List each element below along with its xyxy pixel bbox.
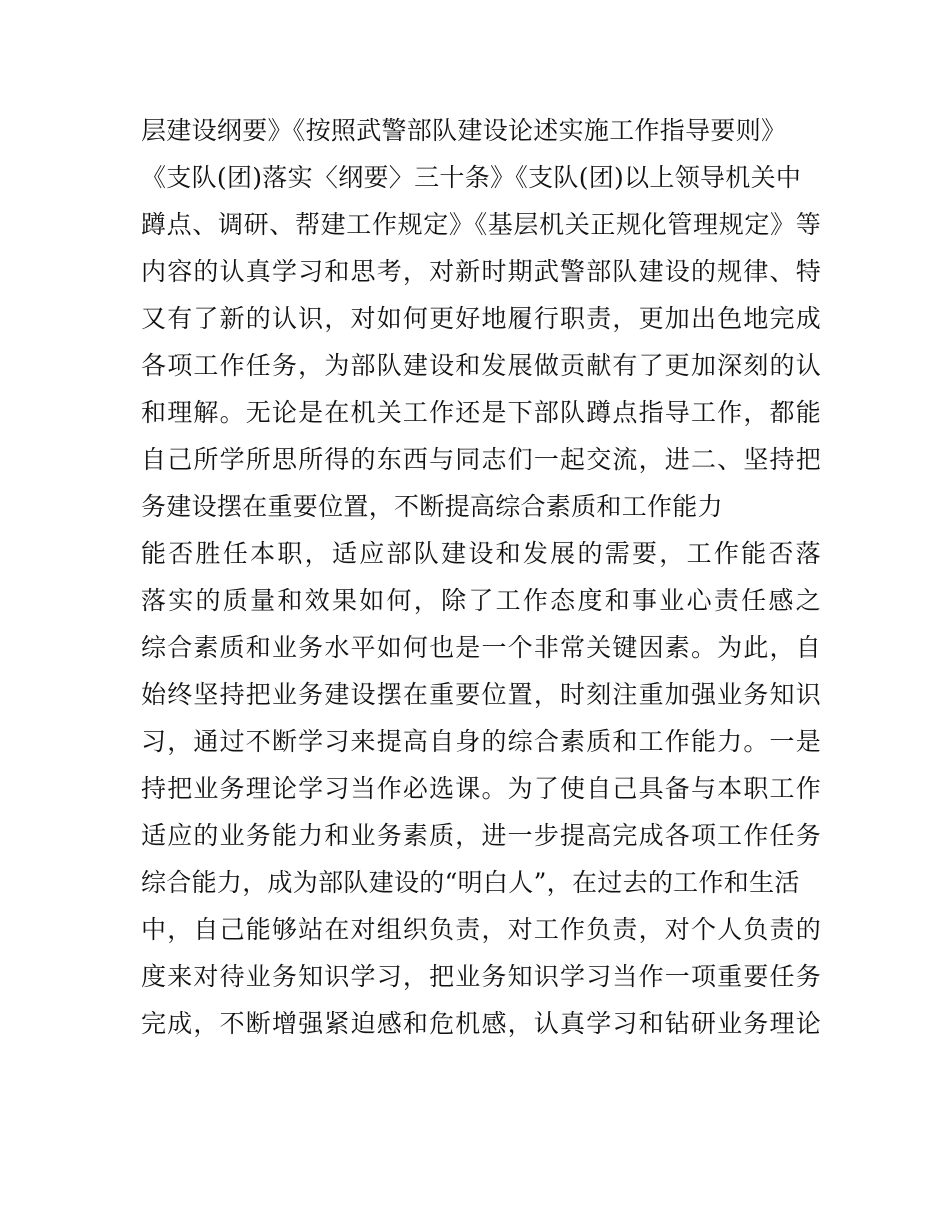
- text-line: 适应的业务能力和业务素质，进一步提高完成各项工作任务: [141, 821, 821, 850]
- text-line: 习，通过不断学习来提高自身的综合素质和工作能力。一是: [141, 727, 821, 756]
- text-line: 《支队(团)落实〈纲要〉三十条》《支队(团)以上领导机关中: [141, 163, 802, 192]
- text-line: 完成，不断增强紧迫感和危机感，认真学习和钻研业务理论: [141, 1009, 821, 1038]
- text-line: 蹲点、调研、帮建工作规定》《基层机关正规化管理规定》等: [141, 210, 821, 239]
- body-text: [141, 107, 821, 1047]
- text-line: 始终坚持把业务建设摆在重要位置，时刻注重加强业务知识: [141, 680, 821, 709]
- text-line: 落实的质量和效果如何，除了工作态度和事业心责任感之: [141, 586, 821, 615]
- text-line: 又有了新的认识，对如何更好地履行职责，更加出色地完成: [141, 304, 821, 333]
- text-line: 务建设摆在重要位置，不断提高综合素质和工作能力: [141, 492, 723, 521]
- text-line: 各项工作任务，为部队建设和发展做贡献有了更加深刻的认: [141, 351, 821, 380]
- text-line: 中，自己能够站在对组织负责，对工作负责，对个人负责的: [141, 915, 821, 944]
- text-line: 能否胜任本职，适应部队建设和发展的需要，工作能否落: [141, 539, 821, 568]
- text-line: 自己所学所思所得的东西与同志们一起交流，进二、坚持把: [141, 445, 821, 474]
- text-line: 内容的认真学习和思考，对新时期武警部队建设的规律、特: [141, 257, 821, 286]
- text-line: 综合能力，成为部队建设的“明白人”，在过去的工作和生活: [141, 868, 800, 897]
- text-line: 综合素质和业务水平如何也是一个非常关键因素。为此，自: [141, 633, 821, 662]
- text-line: 层建设纲要》《按照武警部队建设论述实施工作指导要则》: [141, 116, 787, 145]
- text-line: 和理解。无论是在机关工作还是下部队蹲点指导工作，都能: [141, 398, 821, 427]
- text-line: 持把业务理论学习当作必选课。为了使自己具备与本职工作: [141, 774, 821, 803]
- text-line: 度来对待业务知识学习，把业务知识学习当作一项重要任务: [141, 962, 821, 991]
